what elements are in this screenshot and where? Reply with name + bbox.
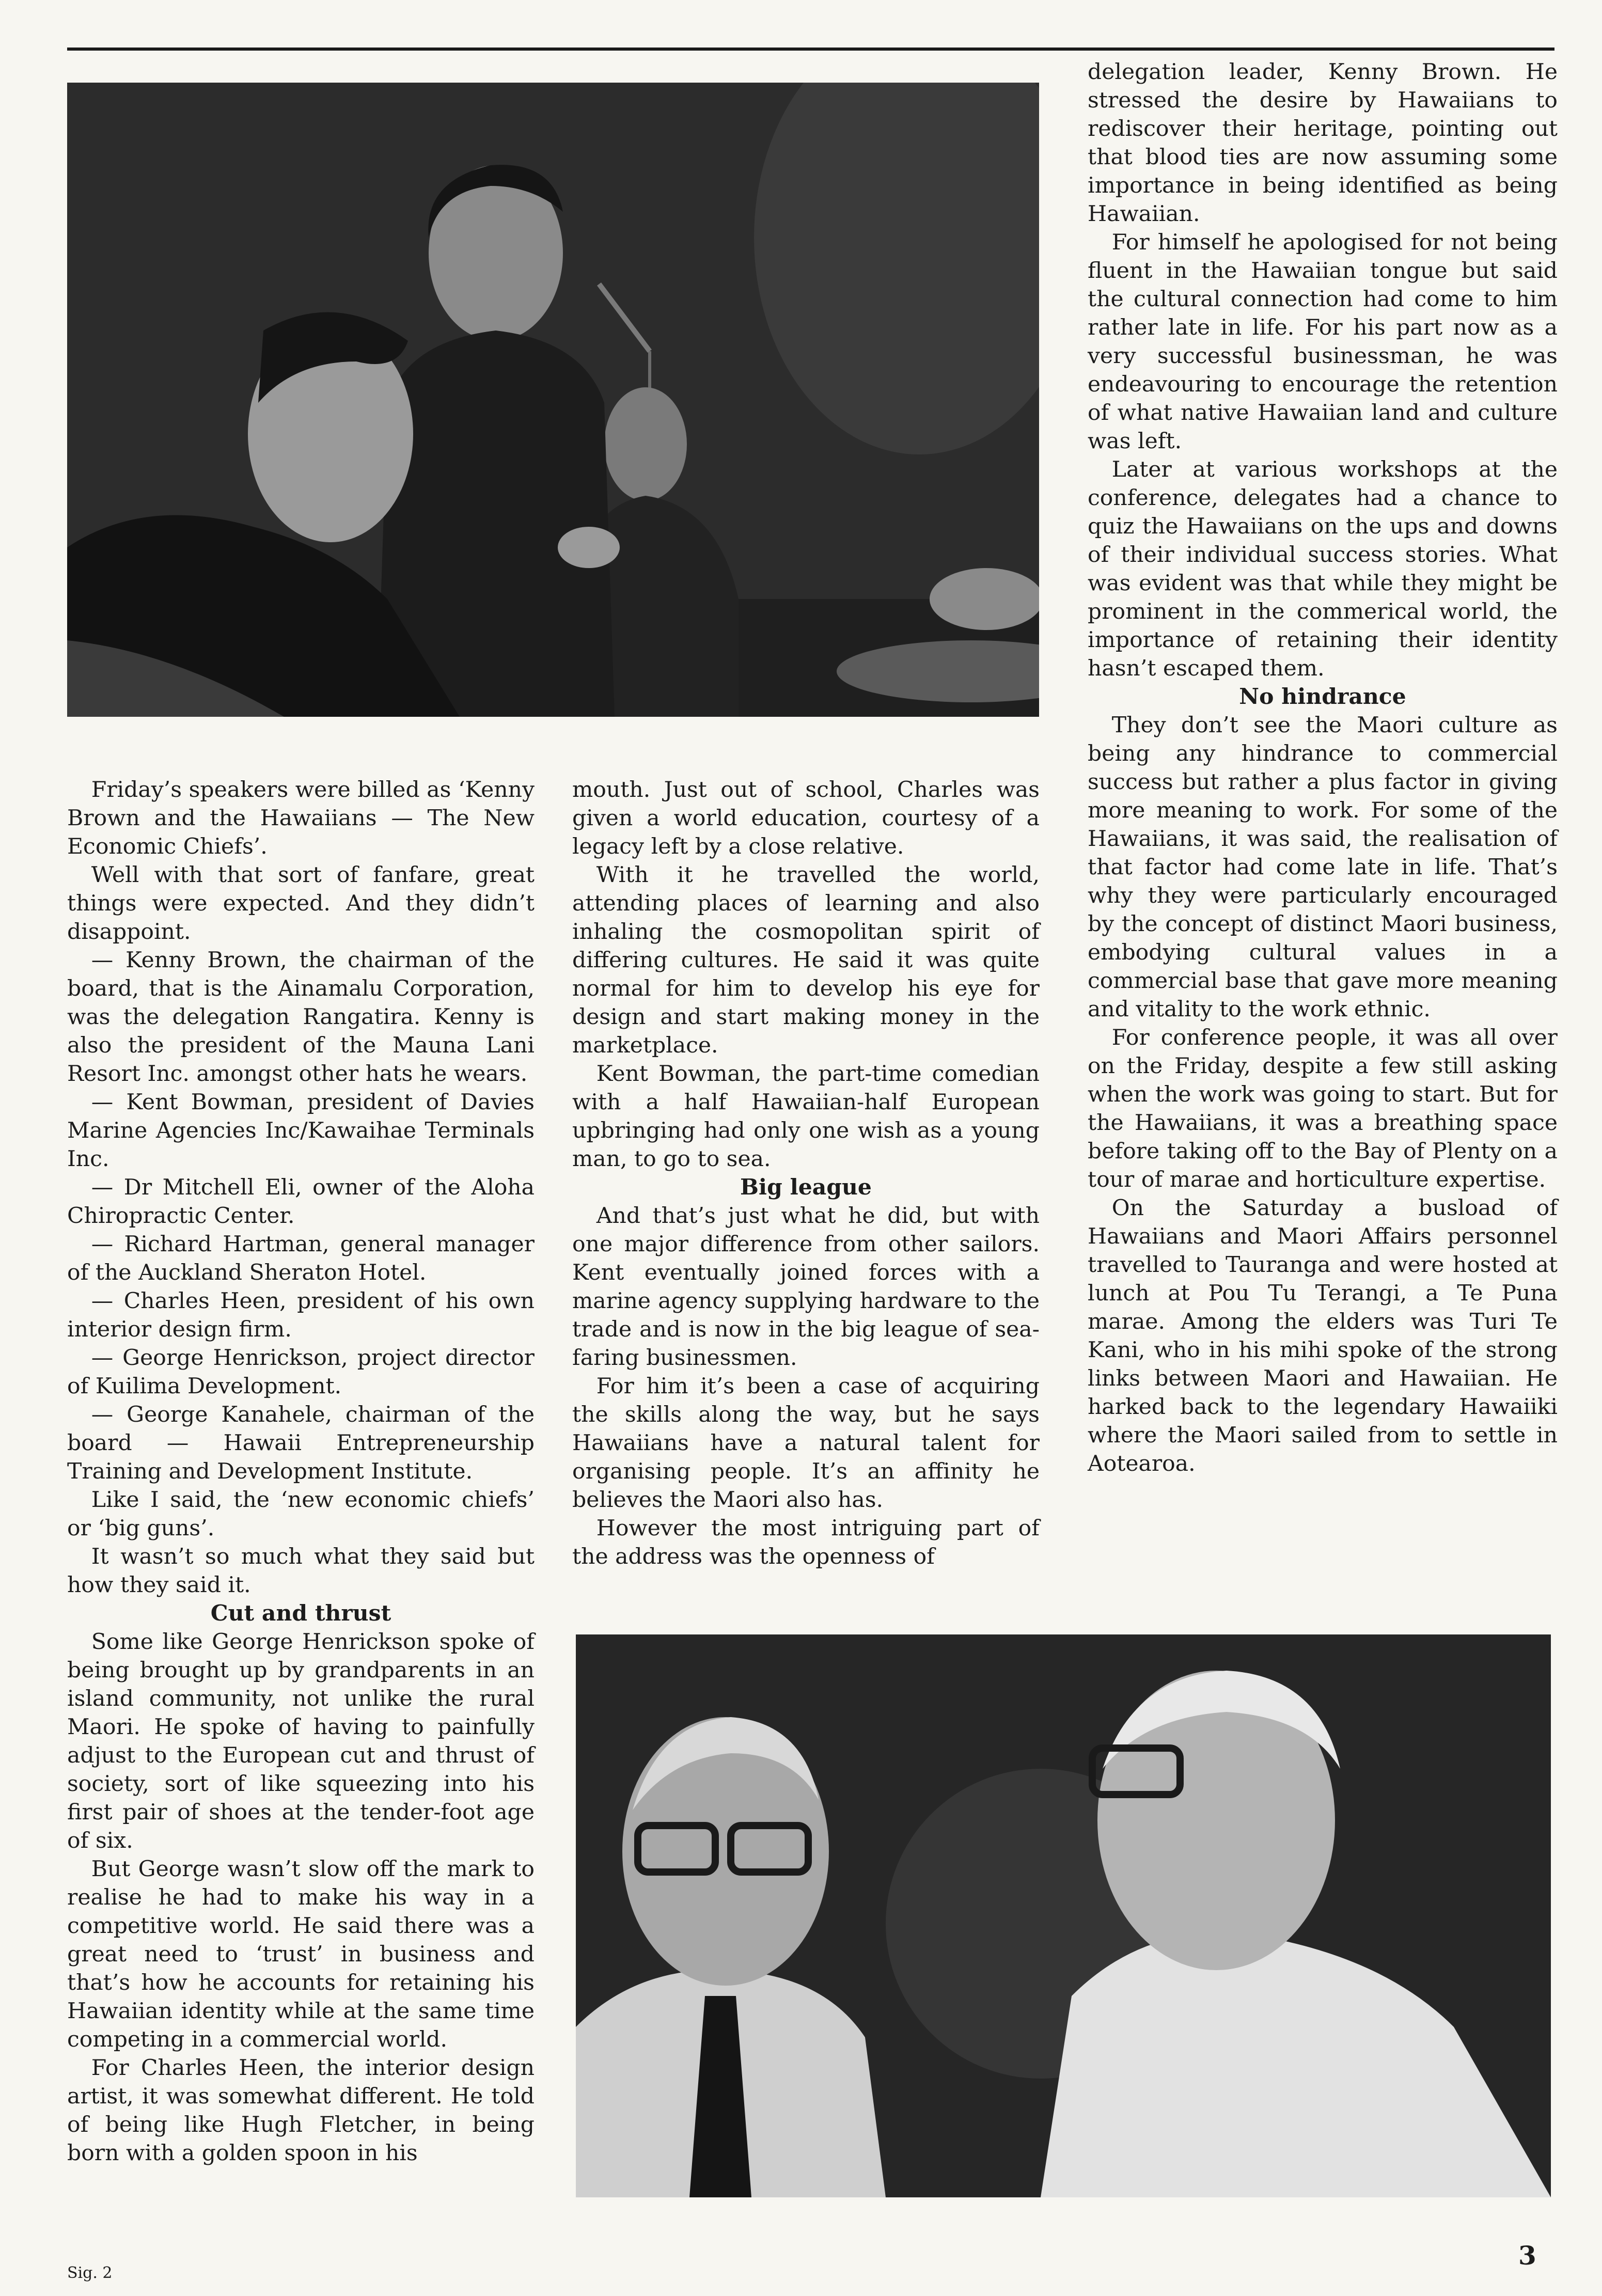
top-rule (67, 48, 1554, 51)
paragraph: — Kenny Brown, the chairman of the board, that is the Ainamalu Corporation, was the delegation Rangatira. Kenny is also the president of the Mauna Lani Resort Inc. amongst other hats he wears. (67, 948, 535, 1087)
paragraph: However the most intriguing part of the address was the openness of (572, 1516, 1040, 1569)
signature-mark: Sig. 2 (67, 2264, 113, 2282)
paragraph: Well with that sort of fanfare, great things were expected. And they didn’t disappoint. (67, 862, 535, 945)
paragraph: — Kent Bowman, president of Davies Marine Agencies Inc/Kawaihae Terminals Inc. (67, 1090, 535, 1172)
subheading-cut-and-thrust: Cut and thrust (210, 1600, 391, 1626)
speakers-photo (67, 83, 1039, 717)
elders-photo (576, 1634, 1551, 2197)
paragraph: mouth. Just out of school, Charles was given a world education, courtesy of a legacy left by a close relative. (572, 777, 1040, 859)
paragraph: For conference people, it was all over on the Friday, despite a few still asking when the work was going to start. But for the Hawaiians, it was a breathing space before taking off to the Bay of Plenty on a tour of marae and horticulture expertise. (1088, 1025, 1558, 1192)
paragraph: And that’s just what he did, but with one major difference from other sailors. Kent eventually joined forces with a marine agency supplying hardware to the trade and is now in the big league of sea-faring businessmen. (572, 1203, 1040, 1371)
paragraph: Friday’s speakers were billed as ‘Kenny Brown and the Hawaiians — The New Economic Chiefs’. (67, 777, 535, 859)
paragraph: It wasn’t so much what they said but how they said it. (67, 1544, 535, 1598)
article-column-2 (572, 776, 1040, 1571)
paragraph: delegation leader, Kenny Brown. He stressed the desire by Hawaiians to rediscover their heritage, pointing out that blood ties are now assuming some importance in being identified as being Hawaiian. (1088, 59, 1558, 227)
paragraph: For him it’s been a case of acquiring the skills along the way, but he says Hawaiians have a natural talent for organising people. It’s an affinity he believes the Maori also has. (572, 1374, 1040, 1513)
paragraph: For Charles Heen, the interior design artist, it was somewhat different. He told of being like Hugh Fletcher, in being born with a golden spoon in his (67, 2055, 535, 2166)
paragraph: On the Saturday a busload of Hawaiians and Maori Affairs personnel travelled to Tauranga and were hosted at lunch at Pou Tu Terangi, a Te Puna marae. Among the elders was Turi Te Kani, who in his mihi spoke of the strong links between Maori and Hawaiian. He harked back to the legendary Hawaiiki where the Maori sailed from to settle in Aotearoa. (1088, 1196, 1558, 1476)
paragraph: — George Henrickson, project director of Kuilima Development. (67, 1345, 535, 1399)
paragraph: But George wasn’t slow off the mark to realise he had to make his way in a competitive world. He said there was a great need to ‘trust’ in business and that’s how he accounts for retaining his Hawaiian identity while at the same time competing in a commercial world. (67, 1857, 535, 2052)
paragraph: Like I said, the ‘new economic chiefs’ or ‘big guns’. (67, 1487, 535, 1541)
paragraph: Some like George Henrickson spoke of being brought up by grandparents in an island community, not unlike the rural Maori. He spoke of having to painfully adjust to the European cut and thrust of society, sort of like squeezing into his first pair of shoes at the tender-foot age of six. (67, 1629, 535, 1853)
article-column-3 (1088, 58, 1558, 1478)
paragraph: — Charles Heen, president of his own interior design firm. (67, 1288, 535, 1342)
subheading-no-hindrance: No hindrance (1239, 684, 1406, 710)
paragraph: Kent Bowman, the part-time comedian with a half Hawaiian-half European upbringing had only one wish as a young man, to go to sea. (572, 1061, 1040, 1172)
paragraph: Later at various workshops at the conference, delegates had a chance to quiz the Hawaiians on the ups and downs of their individual success stories. What was evident was that while they might be prominent in the commerical world, the importance of retaining their identity hasn’t escaped them. (1088, 457, 1558, 681)
paragraph: — Richard Hartman, general manager of the Auckland Sheraton Hotel. (67, 1232, 535, 1285)
paragraph: — George Kanahele, chairman of the board — Hawaii Entrepreneurship Training and Development Institute. (67, 1402, 535, 1484)
article-column-1 (67, 776, 535, 2167)
paragraph: They don’t see the Maori culture as being any hindrance to commercial success but rather a plus factor in giving more meaning to work. For some of the Hawaiians, it was said, the realisation of that factor had come late in life. That’s why they were particularly encouraged by the concept of distinct Maori business, embodying cultural values in a commercial base that gave more meaning and vitality to the work ethnic. (1088, 713, 1558, 1022)
page-number: 3 (1518, 2240, 1536, 2271)
paragraph: For himself he apologised for not being fluent in the Hawaiian tongue but said the cultural connection had come to him rather late in life. For his part now as a very successful businessman, he was endeavouring to encourage the retention of what native Hawaiian land and culture was left. (1088, 230, 1558, 454)
paragraph: — Dr Mitchell Eli, owner of the Aloha Chiropractic Center. (67, 1175, 535, 1229)
paragraph: With it he travelled the world, attending places of learning and also inhaling the cosmopolitan spirit of differing cultures. He said it was quite normal for him to develop his eye for design and start making money in the marketplace. (572, 862, 1040, 1058)
subheading-big-league: Big league (740, 1174, 872, 1200)
